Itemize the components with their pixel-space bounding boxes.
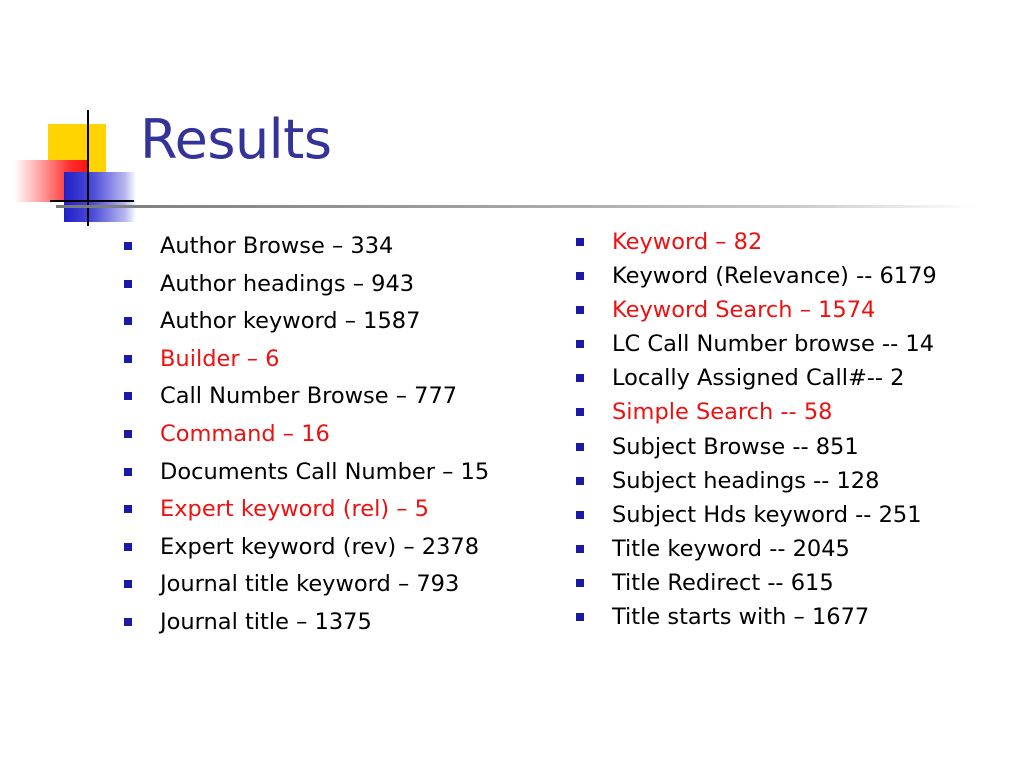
title-underline bbox=[56, 205, 976, 208]
list-item-text: LC Call Number browse -- 14 bbox=[612, 331, 935, 358]
bullet-icon bbox=[576, 579, 584, 587]
list-item-text: Title keyword -- 2045 bbox=[612, 535, 850, 562]
bullet-icon bbox=[576, 511, 584, 519]
bullet-icon bbox=[124, 317, 132, 325]
list-item bbox=[576, 396, 937, 430]
bullet-icon bbox=[124, 580, 132, 588]
list-item-text: Call Number Browse – 777 bbox=[160, 383, 458, 410]
bullet-icon bbox=[124, 505, 132, 513]
bullet-icon bbox=[124, 355, 132, 363]
bullet-icon bbox=[576, 306, 584, 314]
bullet-icon bbox=[576, 238, 584, 246]
list-item-text: Journal title – 1375 bbox=[160, 608, 372, 635]
list-item-text: Simple Search -- 58 bbox=[612, 399, 833, 426]
list-item bbox=[576, 362, 937, 396]
bullet-icon bbox=[576, 477, 584, 485]
list-item bbox=[124, 492, 489, 530]
list-item bbox=[124, 530, 489, 568]
list-item bbox=[124, 304, 489, 342]
list-item bbox=[576, 328, 937, 362]
list-item bbox=[576, 260, 937, 294]
slide-title: Results bbox=[140, 108, 332, 171]
bullet-icon bbox=[124, 468, 132, 476]
logo-horizontal-line bbox=[50, 200, 134, 202]
list-item-text: Documents Call Number – 15 bbox=[160, 458, 490, 485]
list-item-text: Author Browse – 334 bbox=[160, 233, 394, 259]
left-results-list bbox=[124, 229, 489, 643]
right-results-list bbox=[576, 226, 937, 635]
logo-blue-square bbox=[64, 172, 136, 222]
bullet-icon bbox=[124, 618, 132, 626]
bullet-icon bbox=[576, 374, 584, 382]
list-item bbox=[124, 267, 489, 305]
list-item bbox=[576, 533, 937, 567]
list-item bbox=[124, 417, 489, 455]
list-item-text: Title starts with – 1677 bbox=[612, 604, 870, 631]
list-item bbox=[576, 226, 937, 260]
list-item-text: Keyword (Relevance) -- 6179 bbox=[612, 263, 937, 290]
list-item-text: Author headings – 943 bbox=[160, 270, 415, 297]
list-item bbox=[124, 455, 489, 493]
bullet-icon bbox=[124, 543, 132, 551]
list-item-text: Author keyword – 1587 bbox=[160, 308, 421, 335]
list-item-text: Subject Hds keyword -- 251 bbox=[612, 501, 922, 528]
bullet-icon bbox=[576, 613, 584, 621]
list-item-text: Command – 16 bbox=[160, 420, 330, 447]
slide-logo-decoration bbox=[0, 0, 140, 230]
list-item bbox=[576, 567, 937, 601]
list-item-text: Subject headings -- 128 bbox=[612, 467, 880, 494]
list-item bbox=[124, 605, 489, 643]
list-item-text: Journal title keyword – 793 bbox=[160, 571, 460, 598]
list-item bbox=[576, 601, 937, 635]
bullet-icon bbox=[124, 392, 132, 400]
list-item bbox=[124, 567, 489, 605]
bullet-icon bbox=[576, 340, 584, 348]
logo-vertical-line bbox=[87, 110, 89, 226]
list-item bbox=[576, 465, 937, 499]
bullet-icon bbox=[124, 430, 132, 438]
list-item bbox=[576, 499, 937, 533]
bullet-icon bbox=[124, 280, 132, 288]
list-item-text: Keyword Search – 1574 bbox=[612, 297, 876, 324]
list-item-text: Locally Assigned Call#-- 2 bbox=[612, 365, 905, 392]
list-item bbox=[576, 431, 937, 465]
bullet-icon bbox=[576, 545, 584, 553]
list-item-text: Title Redirect -- 615 bbox=[612, 569, 834, 596]
list-item-text: Expert keyword (rev) – 2378 bbox=[160, 533, 480, 560]
list-item-text: Expert keyword (rel) – 5 bbox=[160, 496, 430, 523]
list-item-text: Subject Browse -- 851 bbox=[612, 433, 859, 460]
list-item bbox=[124, 379, 489, 417]
bullet-icon bbox=[576, 443, 584, 451]
list-item-text: Keyword – 82 bbox=[612, 229, 763, 255]
list-item-text: Builder – 6 bbox=[160, 345, 280, 372]
list-item bbox=[576, 294, 937, 328]
bullet-icon bbox=[576, 272, 584, 280]
list-item bbox=[124, 342, 489, 380]
bullet-icon bbox=[576, 408, 584, 416]
bullet-icon bbox=[124, 242, 132, 250]
list-item bbox=[124, 229, 489, 267]
